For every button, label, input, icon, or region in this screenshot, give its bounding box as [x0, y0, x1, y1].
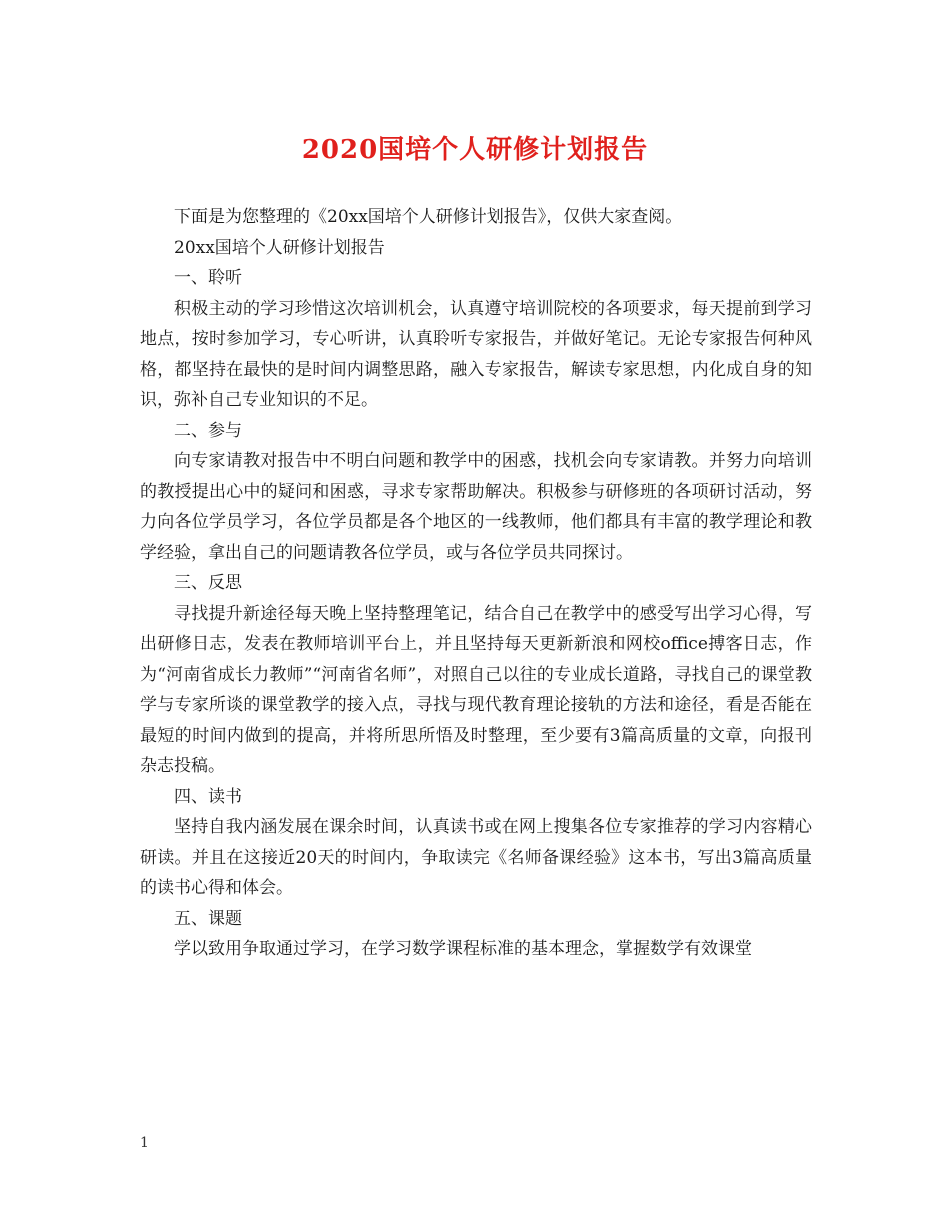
document-title: 2020国培个人研修计划报告 — [301, 135, 649, 165]
section-heading-listen: 一、聆听 — [174, 268, 242, 288]
section-heading-reflect: 三、反思 — [174, 573, 242, 593]
section-body-reflect: 寻找提升新途径每天晚上坚持整理笔记，结合自己在教学中的感受写出学习心得，写出研修日志，发表在教师培训平台上，并且坚持每天更新新浪和网校office搏客日志，作为“河南省成长力教师”“河南省名师”，对照自己以往的专业成长道路，寻找自己的课堂教学与专家所谈的课堂教学的接入点，寻找与现代教育理论接轨的方法和途径，看是否能在最短的时间内做到的提高，并将所思所悟及时整理，至少要有3篇高质量的文章，向报刊杂志投稿。 — [140, 603, 812, 776]
section-heading-reading: 四、读书 — [174, 786, 242, 807]
document-body — [140, 202, 812, 965]
section-heading-project: 五、课题 — [174, 908, 242, 929]
subtitle-paragraph: 20xx国培个人研修计划报告 — [174, 237, 385, 258]
intro-paragraph: 下面是为您整理的《20xx国培个人研修计划报告》，仅供大家查阅。 — [174, 207, 683, 227]
section-body-project: 学以致用争取通过学习，在学习数学课程标准的基本理念，掌握数学有效课堂 — [174, 939, 752, 959]
section-body-participate: 向专家请教对报告中不明白问题和教学中的困惑，找机会向专家请教。并努力向培训的教授提出心中的疑问和困惑，寻求专家帮助解决。积极参与研修班的各项研讨活动，努力向各位学员学习，各位学员都是各个地区的一线教师，他们都具有丰富的教学理论和教学经验，拿出自己的问题请教各位学员，或与各位学员共同探讨。 — [140, 451, 812, 563]
section-body-reading: 坚持自我内涵发展在课余时间，认真读书或在网上搜集各位专家推荐的学习内容精心研读。并且在这接近20天的时间内，争取读完《名师备课经验》这本书，写出3篇高质量的读书心得和体会。 — [140, 817, 812, 898]
section-heading-participate: 二、参与 — [174, 420, 242, 441]
section-body-listen: 积极主动的学习珍惜这次培训机会，认真遵守培训院校的各项要求，每天提前到学习地点，按时参加学习，专心听讲，认真聆听专家报告，并做好笔记。无论专家报告何种风格，都坚持在最快的是时间内调整思路，融入专家报告，解读专家思想，内化成自身的知识，弥补自己专业知识的不足。 — [140, 298, 812, 410]
page-number: 1 — [140, 1135, 149, 1151]
